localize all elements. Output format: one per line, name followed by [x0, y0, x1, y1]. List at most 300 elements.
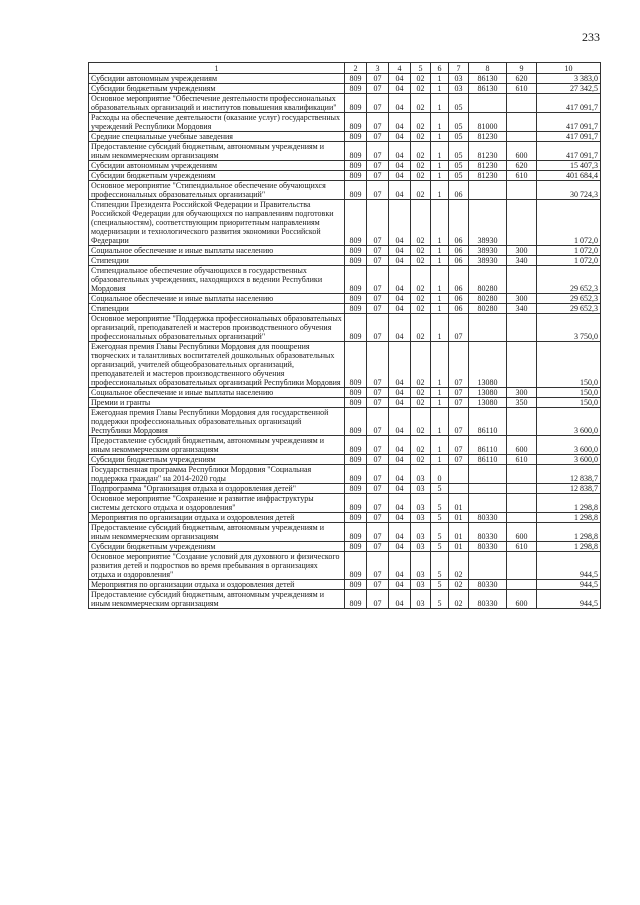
- code-program: 03: [411, 580, 431, 590]
- code-subprogram: 1: [431, 132, 449, 142]
- code-program: 02: [411, 74, 431, 84]
- item-name: Средние специальные учебные заведения: [89, 132, 345, 142]
- code-subsection: 04: [389, 513, 411, 523]
- table-row: [89, 94, 601, 113]
- code-program: 03: [411, 542, 431, 552]
- table-row: [89, 171, 601, 181]
- code-direction: 38930: [469, 200, 507, 246]
- code-ministry: 809: [345, 132, 367, 142]
- item-name: Ежегодная премия Главы Республики Мордовия для поощрения творческих и талантливых воспитателей дошкольных образовательных организаций, учителей общеобразовательных организаций, преподавателей и мастеров производственного обучения профессиональных образовательных организаций Республики Мордовия: [89, 342, 345, 388]
- table-row: [89, 455, 601, 465]
- code-program: 03: [411, 513, 431, 523]
- code-program: 02: [411, 161, 431, 171]
- item-name: Социальное обеспечение и иные выплаты населению: [89, 246, 345, 256]
- code-direction: [469, 494, 507, 513]
- item-name: Субсидии бюджетным учреждениям: [89, 542, 345, 552]
- amount: 12 838,7: [537, 484, 601, 494]
- code-direction: 86110: [469, 436, 507, 455]
- table-row: [89, 398, 601, 408]
- code-direction: 86130: [469, 74, 507, 84]
- code-subsection: 04: [389, 142, 411, 161]
- amount: 3 600,0: [537, 408, 601, 436]
- code-ministry: 809: [345, 523, 367, 542]
- code-activity: 05: [449, 94, 469, 113]
- code-direction: 81000: [469, 113, 507, 132]
- code-ministry: 809: [345, 161, 367, 171]
- code-direction: 13080: [469, 398, 507, 408]
- code-expense-type: [507, 408, 537, 436]
- amount: 1 298,8: [537, 523, 601, 542]
- code-section: 07: [367, 246, 389, 256]
- code-program: 02: [411, 408, 431, 436]
- table-row: [89, 436, 601, 455]
- code-subprogram: 5: [431, 523, 449, 542]
- code-activity: 01: [449, 494, 469, 513]
- code-ministry: 809: [345, 314, 367, 342]
- code-program: 03: [411, 590, 431, 609]
- column-header: 9: [507, 63, 537, 74]
- code-direction: [469, 465, 507, 484]
- table-row: [89, 256, 601, 266]
- item-name: Подпрограмма "Организация отдыха и оздоровления детей": [89, 484, 345, 494]
- amount: 150,0: [537, 398, 601, 408]
- code-section: 07: [367, 342, 389, 388]
- code-subsection: 04: [389, 171, 411, 181]
- table-row: [89, 84, 601, 94]
- item-name: Предоставление субсидий бюджетным, автономным учреждениям и иным некоммерческим организациям: [89, 590, 345, 609]
- amount: 417 091,7: [537, 142, 601, 161]
- header-row: [89, 63, 601, 74]
- code-direction: 80330: [469, 542, 507, 552]
- code-expense-type: 610: [507, 171, 537, 181]
- column-header: 4: [389, 63, 411, 74]
- code-program: 03: [411, 523, 431, 542]
- code-subsection: 04: [389, 74, 411, 84]
- code-program: 02: [411, 455, 431, 465]
- code-expense-type: 610: [507, 455, 537, 465]
- code-direction: [469, 314, 507, 342]
- code-subprogram: 1: [431, 256, 449, 266]
- amount: 944,5: [537, 552, 601, 580]
- code-direction: 80330: [469, 590, 507, 609]
- code-ministry: 809: [345, 342, 367, 388]
- amount: 417 091,7: [537, 94, 601, 113]
- code-direction: [469, 552, 507, 580]
- code-subsection: 04: [389, 408, 411, 436]
- code-expense-type: [507, 181, 537, 200]
- amount: 1 072,0: [537, 200, 601, 246]
- code-program: 02: [411, 314, 431, 342]
- code-section: 07: [367, 161, 389, 171]
- code-section: 07: [367, 84, 389, 94]
- budget-table: [88, 62, 601, 609]
- code-ministry: 809: [345, 484, 367, 494]
- code-ministry: 809: [345, 436, 367, 455]
- code-expense-type: [507, 342, 537, 388]
- code-activity: 07: [449, 436, 469, 455]
- code-direction: 86110: [469, 455, 507, 465]
- code-activity: 03: [449, 84, 469, 94]
- code-activity: 05: [449, 113, 469, 132]
- code-activity: 06: [449, 256, 469, 266]
- code-activity: 02: [449, 552, 469, 580]
- amount: 401 684,4: [537, 171, 601, 181]
- code-expense-type: 610: [507, 542, 537, 552]
- code-activity: 07: [449, 408, 469, 436]
- code-activity: 01: [449, 523, 469, 542]
- code-ministry: 809: [345, 113, 367, 132]
- code-ministry: 809: [345, 455, 367, 465]
- code-expense-type: [507, 200, 537, 246]
- code-subprogram: 1: [431, 84, 449, 94]
- table-row: [89, 342, 601, 388]
- code-program: 03: [411, 465, 431, 484]
- code-program: 02: [411, 398, 431, 408]
- code-subprogram: 1: [431, 161, 449, 171]
- amount: 1 298,8: [537, 494, 601, 513]
- table-row: [89, 74, 601, 84]
- item-name: Основное мероприятие "Сохранение и развитие инфраструктуры системы детского отдыха и оздоровления": [89, 494, 345, 513]
- code-activity: 06: [449, 246, 469, 256]
- item-name: Субсидии бюджетным учреждениям: [89, 455, 345, 465]
- code-ministry: 809: [345, 398, 367, 408]
- code-ministry: 809: [345, 200, 367, 246]
- item-name: Предоставление субсидий бюджетным, автономным учреждениям и иным некоммерческим организациям: [89, 436, 345, 455]
- item-name: Основное мероприятие "Создание условий для духовного и физического развития детей и подростков во время пребывания в организациях отдыха и оздоровления": [89, 552, 345, 580]
- code-subsection: 04: [389, 552, 411, 580]
- code-section: 07: [367, 113, 389, 132]
- code-subprogram: 1: [431, 398, 449, 408]
- code-expense-type: 600: [507, 436, 537, 455]
- table-row: [89, 513, 601, 523]
- code-subprogram: 0: [431, 465, 449, 484]
- table-row: [89, 161, 601, 171]
- code-subprogram: 5: [431, 580, 449, 590]
- code-subsection: 04: [389, 294, 411, 304]
- code-expense-type: 350: [507, 398, 537, 408]
- code-direction: 81230: [469, 142, 507, 161]
- code-section: 07: [367, 256, 389, 266]
- item-name: Социальное обеспечение и иные выплаты населению: [89, 388, 345, 398]
- code-section: 07: [367, 266, 389, 294]
- table-row: [89, 552, 601, 580]
- code-expense-type: 600: [507, 142, 537, 161]
- code-subprogram: 1: [431, 342, 449, 388]
- code-activity: 03: [449, 74, 469, 84]
- column-header: 7: [449, 63, 469, 74]
- code-section: 07: [367, 314, 389, 342]
- code-ministry: 809: [345, 408, 367, 436]
- code-ministry: 809: [345, 513, 367, 523]
- code-expense-type: 620: [507, 161, 537, 171]
- code-section: 07: [367, 181, 389, 200]
- item-name: Ежегодная премия Главы Республики Мордовия для государственной поддержки профессиональных образовательных организаций Республики Мордовия: [89, 408, 345, 436]
- code-activity: 07: [449, 398, 469, 408]
- amount: 3 750,0: [537, 314, 601, 342]
- column-header: 1: [89, 63, 345, 74]
- code-subprogram: 1: [431, 74, 449, 84]
- code-activity: 05: [449, 132, 469, 142]
- code-subprogram: 1: [431, 246, 449, 256]
- amount: 1 298,8: [537, 542, 601, 552]
- code-activity: 06: [449, 181, 469, 200]
- code-program: 02: [411, 342, 431, 388]
- item-name: Основное мероприятие "Поддержка профессиональных образовательных организаций, преподавателей и мастеров производственного обучения профессиональных образовательных организаций": [89, 314, 345, 342]
- code-ministry: 809: [345, 142, 367, 161]
- item-name: Государственная программа Республики Мордовия "Социальная поддержка граждан" на 2014-2020 годы: [89, 465, 345, 484]
- code-section: 07: [367, 171, 389, 181]
- code-subsection: 04: [389, 388, 411, 398]
- code-section: 07: [367, 398, 389, 408]
- code-subsection: 04: [389, 94, 411, 113]
- code-section: 07: [367, 436, 389, 455]
- amount: 417 091,7: [537, 132, 601, 142]
- amount: 3 600,0: [537, 455, 601, 465]
- code-direction: 13080: [469, 342, 507, 388]
- code-expense-type: [507, 314, 537, 342]
- code-section: 07: [367, 580, 389, 590]
- code-subsection: 04: [389, 494, 411, 513]
- item-name: Основное мероприятие "Стипендиальное обеспечение обучающихся профессиональных образовательных организаций": [89, 181, 345, 200]
- amount: 29 652,3: [537, 304, 601, 314]
- table-row: [89, 542, 601, 552]
- code-direction: 81230: [469, 161, 507, 171]
- item-name: Основное мероприятие "Обеспечение деятельности профессиональных образовательных организаций и институтов повышения квалификации": [89, 94, 345, 113]
- code-subprogram: 1: [431, 200, 449, 246]
- item-name: Субсидии бюджетным учреждениям: [89, 84, 345, 94]
- code-program: 02: [411, 436, 431, 455]
- amount: 944,5: [537, 580, 601, 590]
- code-ministry: 809: [345, 266, 367, 294]
- column-header: 6: [431, 63, 449, 74]
- code-section: 07: [367, 304, 389, 314]
- code-ministry: 809: [345, 542, 367, 552]
- amount: 29 652,3: [537, 266, 601, 294]
- code-program: 03: [411, 494, 431, 513]
- amount: 12 838,7: [537, 465, 601, 484]
- code-subprogram: 5: [431, 513, 449, 523]
- column-header: 5: [411, 63, 431, 74]
- code-subprogram: 1: [431, 388, 449, 398]
- item-name: Премии и гранты: [89, 398, 345, 408]
- code-ministry: 809: [345, 171, 367, 181]
- code-subsection: 04: [389, 342, 411, 388]
- item-name: Мероприятия по организации отдыха и оздоровления детей: [89, 580, 345, 590]
- code-direction: [469, 181, 507, 200]
- code-direction: 80330: [469, 523, 507, 542]
- code-expense-type: 300: [507, 388, 537, 398]
- item-name: Стипендиальное обеспечение обучающихся в государственных образовательных учреждениях, находящихся в ведении Республики Мордовия: [89, 266, 345, 294]
- item-name: Расходы на обеспечение деятельности (оказание услуг) государственных учреждений Республики Мордовия: [89, 113, 345, 132]
- amount: 417 091,7: [537, 113, 601, 132]
- table-row: [89, 388, 601, 398]
- code-subsection: 04: [389, 314, 411, 342]
- code-ministry: 809: [345, 246, 367, 256]
- table-row: [89, 113, 601, 132]
- code-activity: 06: [449, 266, 469, 294]
- code-activity: 07: [449, 455, 469, 465]
- code-subprogram: 1: [431, 455, 449, 465]
- code-direction: 86110: [469, 408, 507, 436]
- code-subprogram: 1: [431, 113, 449, 132]
- code-ministry: 809: [345, 494, 367, 513]
- code-activity: 01: [449, 542, 469, 552]
- code-activity: 05: [449, 142, 469, 161]
- item-name: Социальное обеспечение и иные выплаты населению: [89, 294, 345, 304]
- amount: 1 072,0: [537, 256, 601, 266]
- code-program: 02: [411, 200, 431, 246]
- code-expense-type: 300: [507, 246, 537, 256]
- code-expense-type: [507, 580, 537, 590]
- item-name: Субсидии автономным учреждениям: [89, 74, 345, 84]
- code-program: 03: [411, 552, 431, 580]
- code-direction: 80330: [469, 513, 507, 523]
- code-subprogram: 1: [431, 436, 449, 455]
- item-name: Стипендии: [89, 256, 345, 266]
- code-activity: 02: [449, 580, 469, 590]
- table-row: [89, 294, 601, 304]
- code-section: 07: [367, 388, 389, 398]
- code-subprogram: 1: [431, 94, 449, 113]
- amount: 29 652,3: [537, 294, 601, 304]
- code-subprogram: 1: [431, 408, 449, 436]
- code-ministry: 809: [345, 294, 367, 304]
- code-subprogram: 5: [431, 542, 449, 552]
- code-program: 02: [411, 266, 431, 294]
- code-program: 02: [411, 113, 431, 132]
- amount: 150,0: [537, 388, 601, 398]
- code-subprogram: 5: [431, 590, 449, 609]
- code-section: 07: [367, 552, 389, 580]
- amount: 27 342,5: [537, 84, 601, 94]
- code-activity: [449, 465, 469, 484]
- code-section: 07: [367, 523, 389, 542]
- code-program: 02: [411, 142, 431, 161]
- code-section: 07: [367, 408, 389, 436]
- column-header: 10: [537, 63, 601, 74]
- code-program: 02: [411, 294, 431, 304]
- code-direction: 80280: [469, 304, 507, 314]
- code-activity: 07: [449, 388, 469, 398]
- code-activity: 06: [449, 304, 469, 314]
- table-row: [89, 494, 601, 513]
- code-activity: 01: [449, 513, 469, 523]
- table-row: [89, 142, 601, 161]
- table-row: [89, 523, 601, 542]
- code-direction: 86130: [469, 84, 507, 94]
- table-row: [89, 465, 601, 484]
- code-section: 07: [367, 494, 389, 513]
- code-subsection: 04: [389, 590, 411, 609]
- code-ministry: 809: [345, 304, 367, 314]
- code-expense-type: 300: [507, 294, 537, 304]
- table-row: [89, 246, 601, 256]
- amount: 30 724,3: [537, 181, 601, 200]
- column-header: 3: [367, 63, 389, 74]
- code-expense-type: 620: [507, 74, 537, 84]
- table-row: [89, 266, 601, 294]
- code-expense-type: 600: [507, 590, 537, 609]
- code-activity: 02: [449, 590, 469, 609]
- code-section: 07: [367, 513, 389, 523]
- code-activity: 06: [449, 294, 469, 304]
- code-section: 07: [367, 294, 389, 304]
- code-ministry: 809: [345, 552, 367, 580]
- page-number: 233: [582, 30, 600, 44]
- code-subsection: 04: [389, 113, 411, 132]
- code-ministry: 809: [345, 181, 367, 200]
- item-name: Предоставление субсидий бюджетным, автономным учреждениям и иным некоммерческим организациям: [89, 523, 345, 542]
- table-row: [89, 304, 601, 314]
- code-expense-type: [507, 484, 537, 494]
- column-header: 2: [345, 63, 367, 74]
- code-section: 07: [367, 142, 389, 161]
- code-subprogram: 1: [431, 294, 449, 304]
- code-activity: 05: [449, 171, 469, 181]
- code-subsection: 04: [389, 398, 411, 408]
- table-row: [89, 408, 601, 436]
- code-direction: 38930: [469, 246, 507, 256]
- code-activity: 07: [449, 314, 469, 342]
- amount: 150,0: [537, 342, 601, 388]
- code-direction: 80330: [469, 580, 507, 590]
- amount: 3 383,0: [537, 74, 601, 84]
- code-subprogram: 1: [431, 142, 449, 161]
- code-direction: [469, 94, 507, 113]
- column-header: 8: [469, 63, 507, 74]
- code-expense-type: [507, 465, 537, 484]
- code-expense-type: [507, 113, 537, 132]
- code-subsection: 04: [389, 484, 411, 494]
- code-ministry: 809: [345, 465, 367, 484]
- code-section: 07: [367, 455, 389, 465]
- code-section: 07: [367, 465, 389, 484]
- code-activity: 05: [449, 161, 469, 171]
- code-activity: 07: [449, 342, 469, 388]
- code-expense-type: 340: [507, 304, 537, 314]
- code-direction: 81230: [469, 132, 507, 142]
- code-program: 02: [411, 132, 431, 142]
- code-subsection: 04: [389, 132, 411, 142]
- code-program: 02: [411, 171, 431, 181]
- code-subsection: 04: [389, 200, 411, 246]
- code-activity: [449, 484, 469, 494]
- code-subsection: 04: [389, 246, 411, 256]
- code-subsection: 04: [389, 304, 411, 314]
- table-row: [89, 132, 601, 142]
- table-row: [89, 484, 601, 494]
- code-program: 02: [411, 304, 431, 314]
- code-subprogram: 5: [431, 494, 449, 513]
- amount: 15 407,3: [537, 161, 601, 171]
- code-subprogram: 5: [431, 552, 449, 580]
- amount: 944,5: [537, 590, 601, 609]
- code-subsection: 04: [389, 256, 411, 266]
- code-ministry: 809: [345, 256, 367, 266]
- code-expense-type: 600: [507, 523, 537, 542]
- amount: 1 298,8: [537, 513, 601, 523]
- code-subsection: 04: [389, 436, 411, 455]
- code-section: 07: [367, 132, 389, 142]
- code-subsection: 04: [389, 455, 411, 465]
- code-expense-type: 610: [507, 84, 537, 94]
- code-expense-type: [507, 94, 537, 113]
- code-expense-type: [507, 513, 537, 523]
- code-section: 07: [367, 590, 389, 609]
- code-section: 07: [367, 542, 389, 552]
- code-ministry: 809: [345, 74, 367, 84]
- code-section: 07: [367, 484, 389, 494]
